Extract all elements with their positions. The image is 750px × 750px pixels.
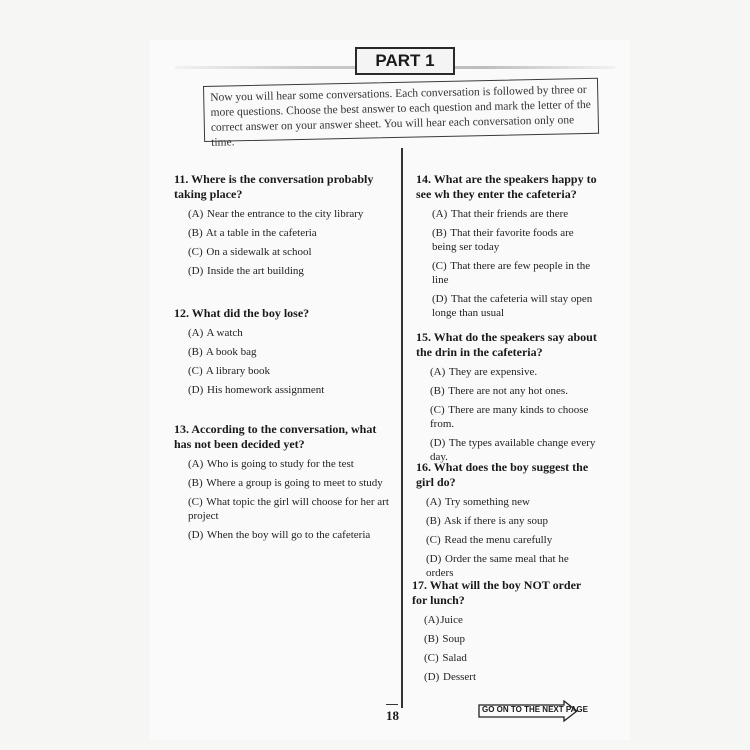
option-d: (D) The types available change every day.: [430, 437, 596, 463]
directions-box: Now you will hear some conversations. Each conversation is followed by three or more questions. Choose the best answer to each question and mark the letter of the correct answer on your answer sheet. You will hear each conversation only one time.: [203, 78, 599, 142]
question-14: [416, 172, 598, 320]
option-d: (D) Dessert: [424, 671, 477, 683]
option-a: (A) Try something new: [426, 496, 530, 508]
question-13: [174, 422, 389, 542]
question-stem: 14. What are the speakers happy to see wh they enter the cafeteria?: [416, 172, 597, 201]
question-stem: 17. What will the boy NOT order for lunch?: [412, 578, 582, 607]
question-stem: 15. What do the speakers say about the drin in the cafeteria?: [416, 330, 597, 359]
question-12: [174, 306, 389, 397]
option-c: (C) There are many kinds to choose from.: [430, 404, 589, 430]
option-b: (B) There are not any hot ones.: [430, 385, 568, 397]
option-c: (C) On a sidewalk at school: [188, 246, 312, 258]
question-16: [416, 460, 598, 580]
question-stem: 12. What did the boy lose?: [174, 306, 310, 320]
option-a: (A) That their friends are there: [432, 208, 569, 220]
part-title: PART 1: [355, 47, 455, 75]
option-b: (B) That their favorite foods are being ser today: [432, 227, 574, 253]
question-17: [412, 578, 598, 684]
option-c: (C) Salad: [424, 652, 467, 664]
option-a: (A) Near the entrance to the city library: [188, 208, 364, 220]
option-a: (A)Juice: [424, 614, 463, 626]
question-stem: 16. What does the boy suggest the girl do?: [416, 460, 589, 489]
option-c: (C) That there are few people in the line: [432, 260, 591, 286]
option-d: (D) When the boy will go to the cafeteria: [188, 529, 371, 541]
option-d: (D) That the cafeteria will stay open longe than usual: [432, 293, 593, 319]
question-11: [174, 172, 389, 278]
option-c: (C) What topic the girl will choose for her art project: [188, 496, 389, 522]
option-d: (D) Inside the art building: [188, 265, 304, 277]
option-d: (D) Order the same meal that he orders: [426, 553, 569, 579]
option-b: (B) A book bag: [188, 346, 257, 358]
option-b: (B) Soup: [424, 633, 466, 645]
option-d: (D) His homework assignment: [188, 384, 325, 396]
next-page-arrow: [478, 700, 588, 722]
column-divider: [401, 148, 403, 708]
question-stem: 11. Where is the conversation probably taking place?: [174, 172, 374, 201]
option-b: (B) Where a group is going to meet to study: [188, 477, 383, 489]
option-c: (C) Read the menu carefully: [426, 534, 553, 546]
option-a: (A) Who is going to study for the test: [188, 458, 354, 470]
option-a: (A) A watch: [188, 327, 243, 339]
next-page-label: GO ON TO THE NEXT PAGE: [482, 705, 588, 714]
page-number-rule: [386, 704, 398, 705]
question-15: [416, 330, 598, 464]
option-c: (C) A library book: [188, 365, 270, 377]
question-stem: 13. According to the conversation, what has not been decided yet?: [174, 422, 377, 451]
option-a: (A) They are expensive.: [430, 366, 538, 378]
option-b: (B) Ask if there is any soup: [426, 515, 549, 527]
page-number: 18: [386, 708, 399, 723]
option-b: (B) At a table in the cafeteria: [188, 227, 317, 239]
